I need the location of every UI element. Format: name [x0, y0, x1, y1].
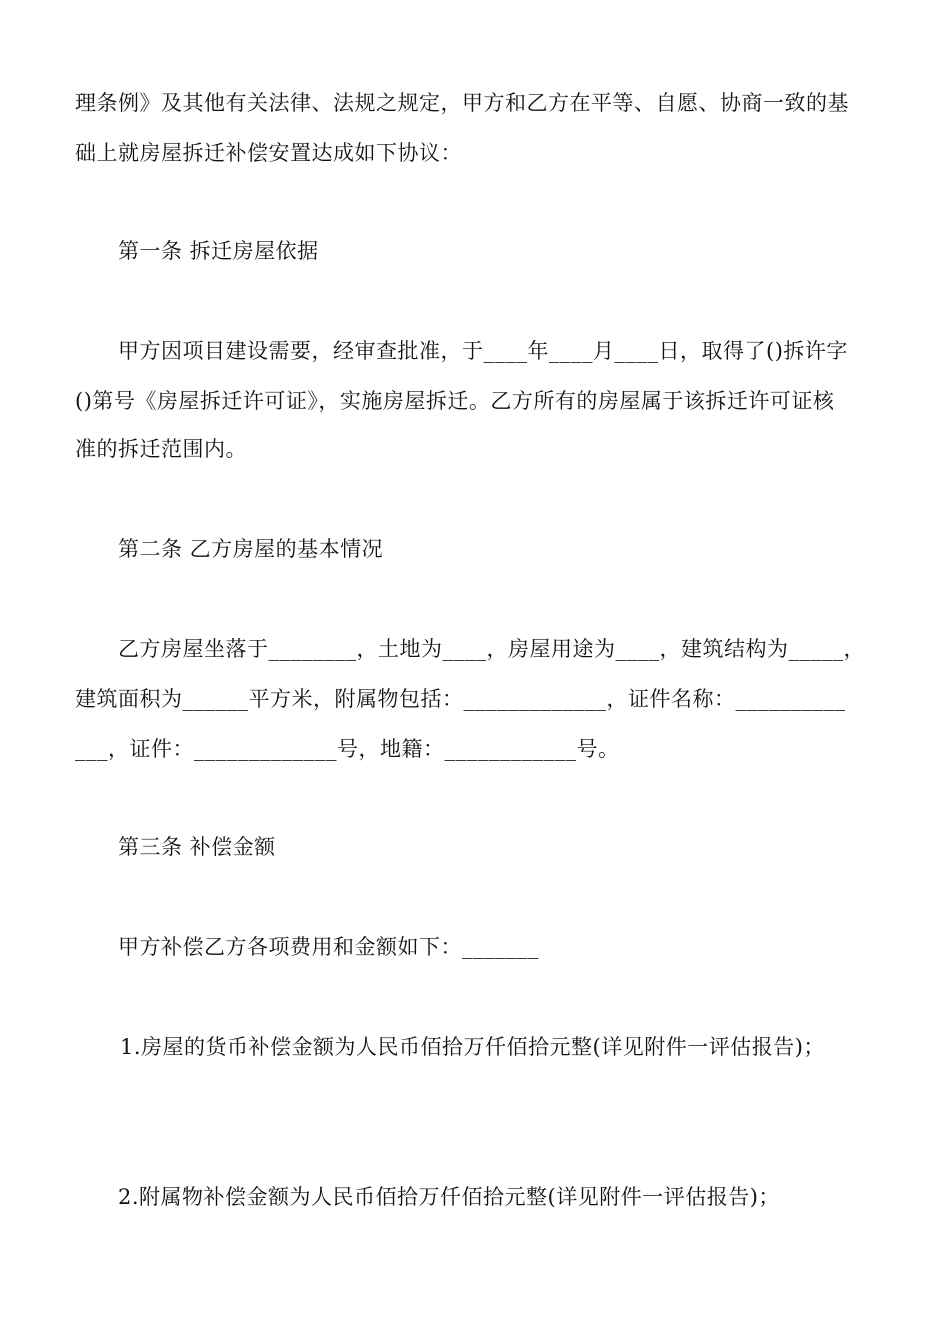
intro-line-1: 理条例》及其他有关法律、法规之规定，甲方和乙方在平等、自愿、协商一致的基	[75, 91, 849, 115]
article-1-line-2: ()第号《房屋拆迁许可证》，实施房屋拆迁。乙方所有的房屋属于该拆迁许可证核	[75, 389, 835, 413]
compensation-item-2: 2.附属物补偿金额为人民币佰拾万仟佰拾元整(详见附件一评估报告)；	[118, 1185, 780, 1209]
article-3-heading: 第三条 补偿金额	[118, 835, 276, 859]
article-2-line-2: 建筑面积为______平方米，附属物包括：_____________，证件名称：__________	[75, 687, 846, 711]
article-1-line-1: 甲方因项目建设需要，经审查批准，于____年____月____日，取得了()拆许字	[118, 339, 848, 363]
article-1-line-3: 准的拆迁范围内。	[75, 437, 247, 461]
compensation-item-1: 1.房屋的货币补偿金额为人民币佰拾万仟佰拾元整(详见附件一评估报告)；	[120, 1035, 825, 1059]
article-2-line-3: ___，证件：_____________号，地籍：____________号。	[75, 737, 620, 761]
article-2-heading: 第二条 乙方房屋的基本情况	[118, 537, 384, 561]
intro-line-2: 础上就房屋拆迁补偿安置达成如下协议：	[75, 141, 462, 165]
article-3-line-1: 甲方补偿乙方各项费用和金额如下：_______	[118, 935, 539, 959]
article-1-heading: 第一条 拆迁房屋依据	[118, 239, 319, 263]
article-2-line-1: 乙方房屋坐落于________，土地为____，房屋用途为____，建筑结构为_____，	[118, 637, 865, 661]
